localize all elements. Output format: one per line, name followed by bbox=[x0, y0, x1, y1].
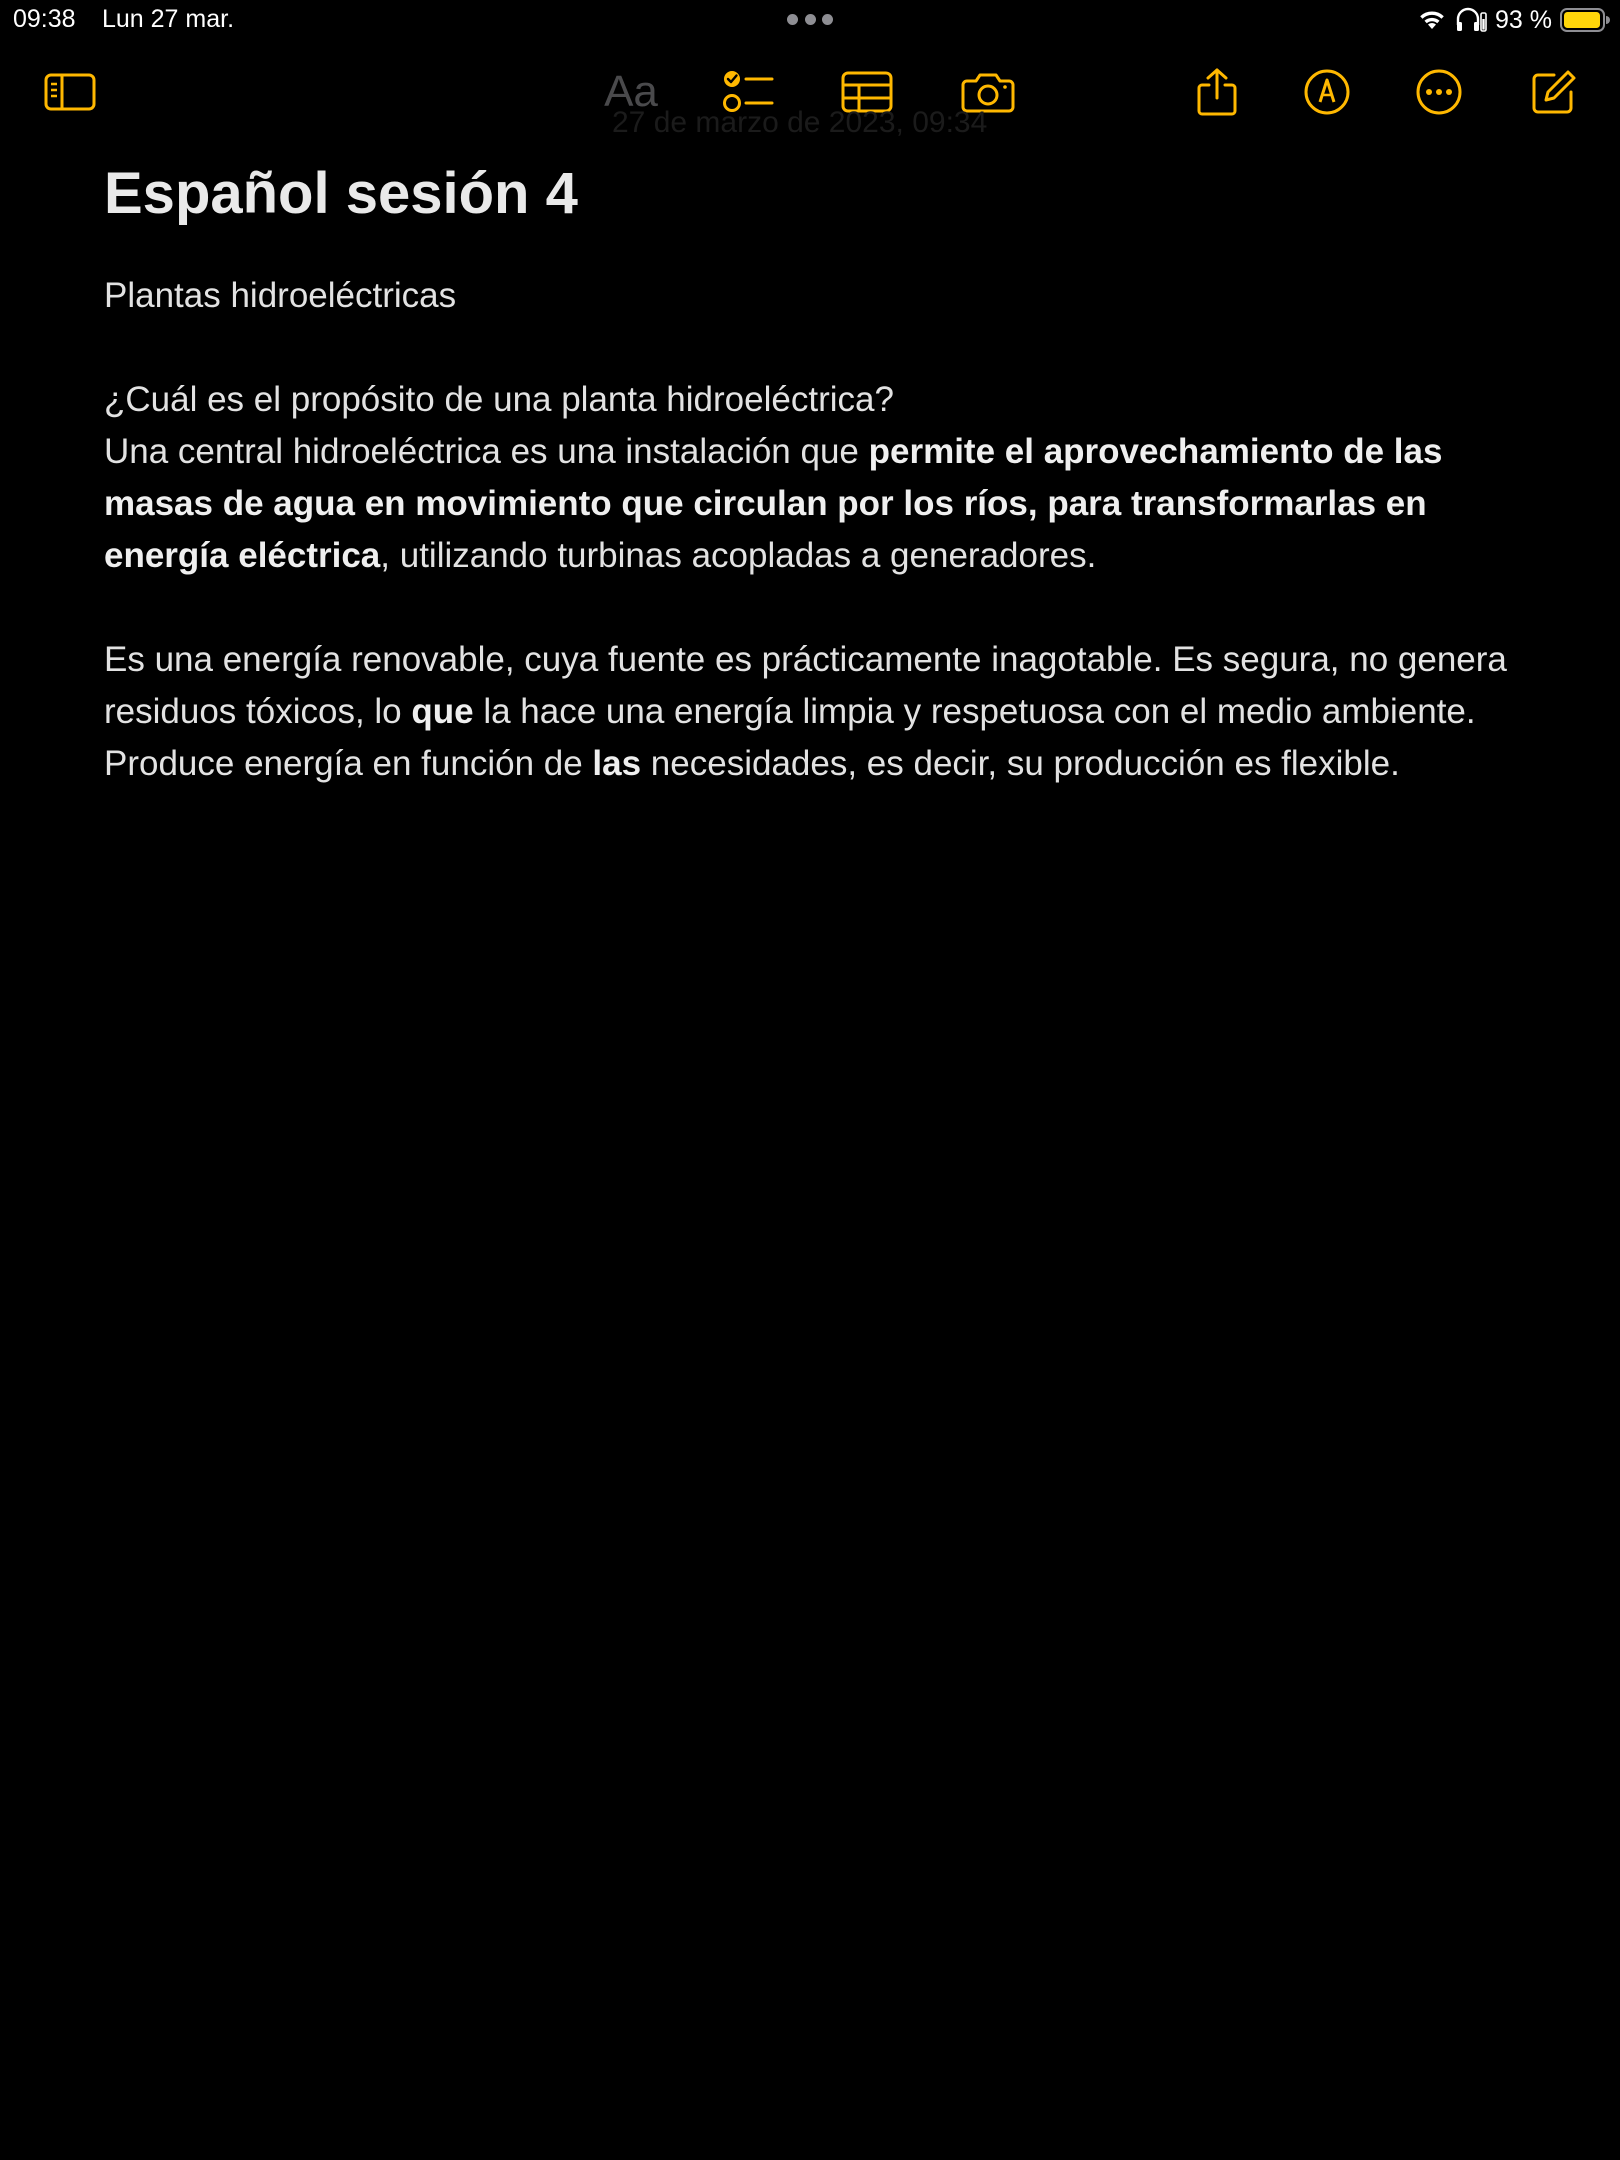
note-date-header: 27 de marzo de 2023, 09:34 bbox=[612, 106, 988, 139]
p2-a: Es una energía renovable, cuya fuente es prácticamente inagotable. Es segura, no genera residuos tóxicos, lo bbox=[104, 640, 1507, 731]
p1-intro: Una central hidroeléctrica es una instalación que bbox=[104, 432, 869, 471]
note-question: ¿Cuál es el propósito de una planta hidroeléctrica? bbox=[104, 380, 894, 419]
note-body[interactable] bbox=[104, 270, 1524, 790]
note-title[interactable]: Español sesión 4 bbox=[104, 161, 578, 226]
p1-bold: permite el aprovechamiento de las masas de agua en movimiento que circulan por los ríos, para transformarlas en energía eléctrica bbox=[104, 432, 1443, 575]
compose-button[interactable] bbox=[1524, 62, 1584, 122]
note-paragraph-1 bbox=[104, 426, 1524, 582]
status-bar bbox=[0, 0, 1620, 40]
p2-c: la hace una energía limpia y respetuosa con el medio ambiente. Produce energía en función de bbox=[104, 692, 1476, 783]
markup-pen-icon bbox=[1303, 68, 1351, 116]
compose-icon bbox=[1530, 68, 1578, 116]
headphones-icon bbox=[1455, 7, 1487, 33]
format-button[interactable]: Aa bbox=[604, 67, 658, 116]
p2-e: necesidades, es decir, su producción es flexible. bbox=[641, 744, 1400, 783]
share-icon bbox=[1195, 67, 1239, 117]
wifi-icon bbox=[1417, 8, 1447, 32]
more-options-button[interactable] bbox=[1409, 62, 1469, 122]
markup-button[interactable] bbox=[1297, 62, 1357, 122]
sidebar-toggle-icon bbox=[44, 72, 96, 112]
more-options-icon bbox=[1415, 68, 1463, 116]
p1-outro: , utilizando turbinas acopladas a generadores. bbox=[380, 536, 1097, 575]
p2-b-bold: que bbox=[411, 692, 474, 731]
status-date: Lun 27 mar. bbox=[102, 5, 235, 33]
note-paragraph-2 bbox=[104, 634, 1524, 790]
note-editor[interactable] bbox=[104, 158, 1524, 790]
note-subtitle: Plantas hidroeléctricas bbox=[104, 276, 457, 315]
battery-icon bbox=[1560, 7, 1610, 33]
status-indicators bbox=[1417, 4, 1610, 36]
battery-percentage: 93 % bbox=[1495, 5, 1552, 34]
share-button[interactable] bbox=[1187, 62, 1247, 122]
status-time: 09:38 bbox=[13, 5, 76, 33]
multitasking-dots-icon[interactable] bbox=[787, 14, 833, 26]
sidebar-toggle-button[interactable] bbox=[40, 62, 100, 122]
p2-d-bold: las bbox=[592, 744, 642, 783]
